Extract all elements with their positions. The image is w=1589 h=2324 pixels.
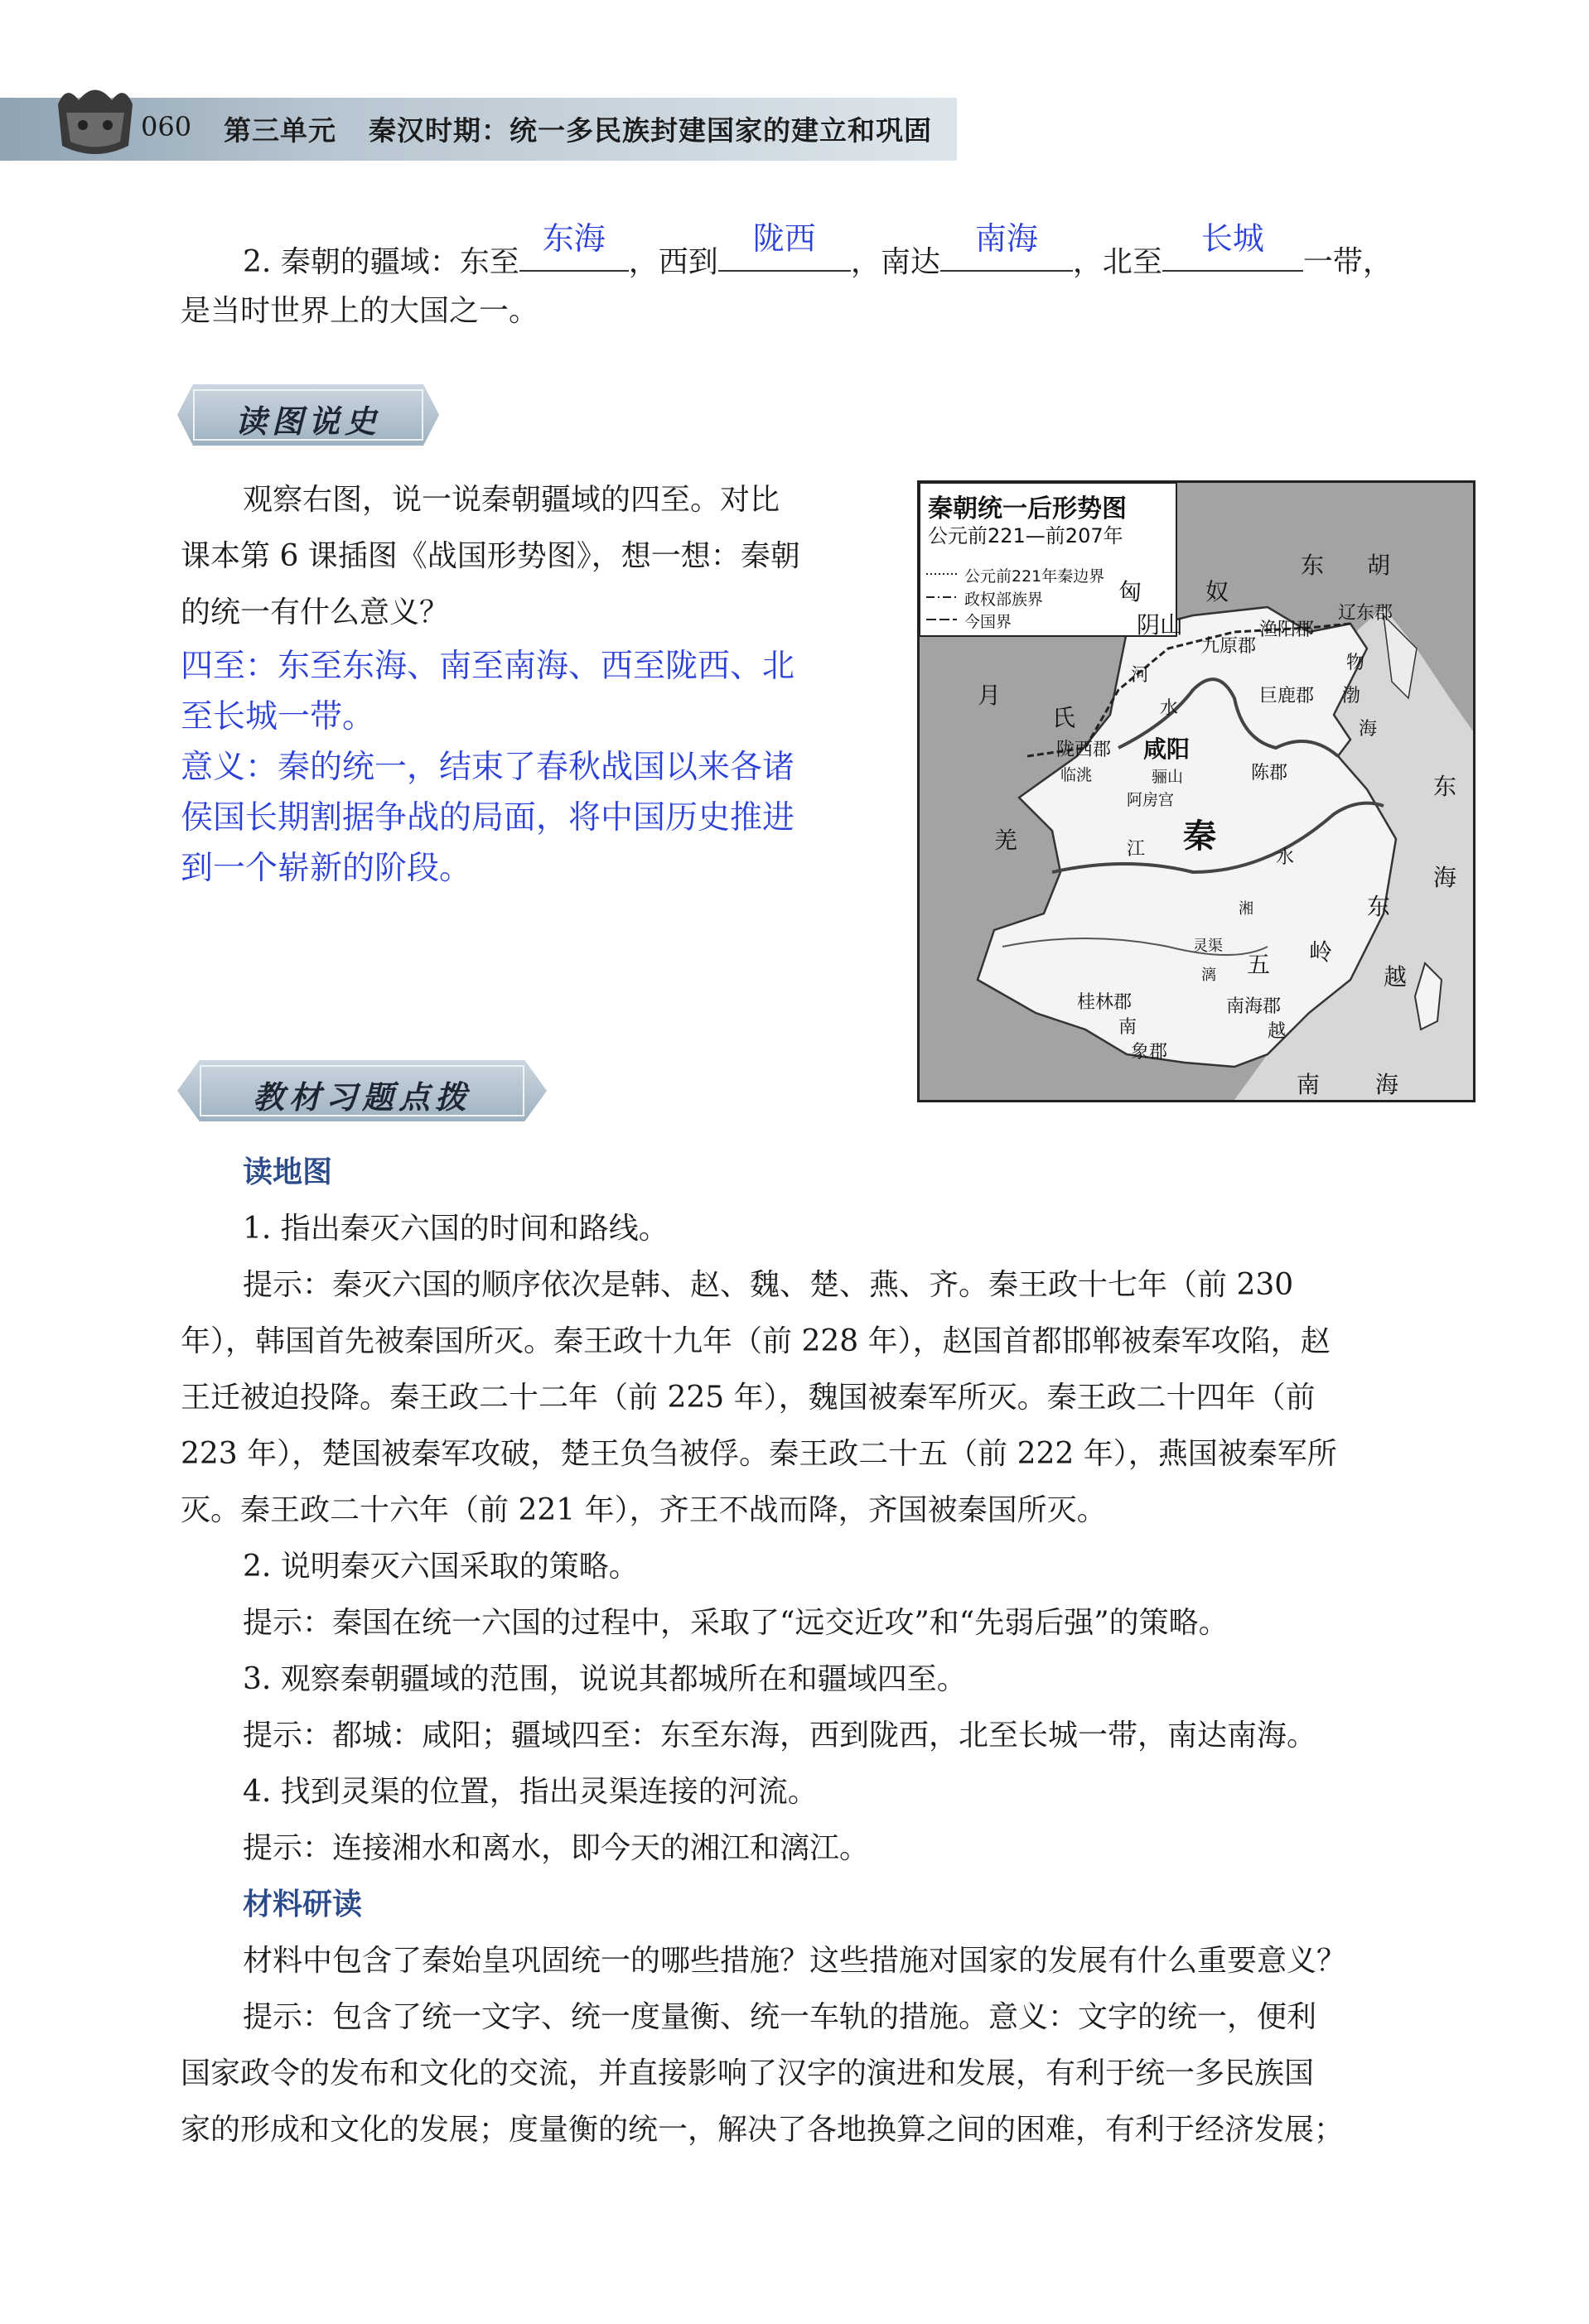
map-label-nanhai-2: 海 [1375,1071,1399,1098]
map-label-yuezhi-2: 氏 [1052,704,1076,731]
map-label-shui-2: 水 [1276,847,1295,868]
exercise-a1-line2: 年），韩国首先被秦国所灭。秦王政十九年（前 228 年），赵国首都邯郸被秦军攻陷，赵 [181,1324,1331,1358]
exercise-a1-line1: 提示：秦灭六国的顺序依次是韩、赵、魏、楚、燕、齐。秦王政十七年（前 230 [243,1268,1294,1302]
east-blank [519,220,629,272]
legend-national-border: 今国界 [964,613,1012,631]
map-label-lishan: 骊山 [1152,768,1184,786]
north-answer: 长城 [1200,220,1264,257]
map-label-liaodong: 辽东郡 [1338,603,1393,624]
west-blank [718,220,851,272]
map-label-guilin: 桂林郡 [1077,992,1133,1013]
q2-mid2: ，南达 [850,245,940,279]
map-label-wuling-2: 岭 [1309,938,1333,966]
map-label-he: 河 [1131,665,1150,686]
map-label-nanyue-1: 南 [1118,1017,1137,1038]
map-label-nanhai-1: 南 [1297,1071,1321,1098]
exercise-a1-line5: 灭。秦王政二十六年（前 221 年），齐王不战而降，齐国被秦国所灭。 [181,1493,1107,1527]
answer-line3: 意义：秦的统一，结束了春秋战国以来各诸 [181,749,795,786]
map-label-xianyang: 咸阳 [1143,735,1191,763]
map-label-bo: 渤 [1342,686,1361,706]
map-label-nanhai-jun: 南海郡 [1226,996,1282,1017]
banner-textbook-exercises [177,1060,547,1121]
map-label-wu: 物 [1346,653,1365,673]
exercises-block [181,1145,1473,2158]
map-label-hai: 海 [1359,719,1378,740]
map-label-donghu-2: 胡 [1367,552,1391,579]
map-label-lingqu: 灵渠 [1193,938,1223,955]
unit-label: 第三单元 [224,114,336,147]
bronze-vessel-icon [50,80,141,162]
exercise-a4: 提示：连接湘水和离水，即今天的湘江和漓江。 [243,1831,870,1865]
exercise-q3: 3. 观察秦朝疆域的范围，说说其都城所在和疆域四至。 [243,1662,967,1696]
prompt-line1: 观察右图，说一说秦朝疆域的四至。对比 [243,483,780,517]
map-label-donghai-1: 东 [1433,773,1457,800]
material-answer-line3: 家的形成和文化的发展；度量衡的统一，解决了各地换算之间的困难，有利于经济发展； [181,2113,1345,2147]
banner-read-map-history-label: 读图说史 [234,403,381,440]
map-label-xiang: 象郡 [1131,1042,1168,1063]
page-number: 060 [141,111,192,142]
exercise-a1-line4: 223 年），楚国被秦军攻破，楚王负刍被俘。秦王政二十五（前 222 年），燕国被秦军所 [181,1437,1337,1471]
west-answer: 陇西 [752,220,816,257]
map-label-yuyang: 渔阳郡 [1259,620,1315,640]
map-label-li-river: 漓 [1201,967,1216,984]
q2-mid3: ，北至 [1072,245,1162,279]
exercise-a1-line3: 王迁被迫投降。秦王政二十二年（前 225 年），魏国被秦军所灭。秦王政二十四年（前 [181,1381,1316,1415]
map-label-epang: 阿房宫 [1127,791,1175,809]
answer-line4: 侯国长期割据争战的局面，将中国历史推进 [181,799,795,837]
answer-line5: 到一个崭新的阶段。 [181,850,472,887]
q2-mid1: ，西到 [628,245,718,279]
question-2-line1 [243,220,1393,287]
section-read-map: 读地图 [243,1155,333,1189]
answer-line2: 至长城一带。 [181,698,375,735]
map-label-yuezhi-1: 月 [978,682,1002,709]
map-label-chen: 陈郡 [1251,763,1288,784]
map-label-donghai-2: 海 [1433,864,1457,891]
prompt-line2: 课本第 6 课插图《战国形势图》，想一想：秦朝 [181,539,800,573]
legend-qin-border: 公元前221年秦边界 [964,567,1105,586]
map-label-yinshan: 阴山 [1137,611,1184,639]
q2-suffix: 一带， [1302,245,1393,279]
map-label-qiang: 羌 [994,827,1018,854]
banner-read-map-history [177,384,439,446]
map-label-dongyue-1: 东 [1367,893,1391,920]
exercise-a2: 提示：秦国在统一六国的过程中，采取了“远交近攻”和“先弱后强”的策略。 [243,1606,1229,1640]
north-blank [1162,220,1303,272]
south-answer: 南海 [974,220,1038,257]
material-answer-line2: 国家政令的发布和文化的交流，并直接影响了汉字的演进和发展，有利于统一多民族国 [181,2056,1315,2090]
map-label-shui: 水 [1160,698,1179,719]
map-label-xiongnu-1: 匈 [1118,578,1142,605]
map-subtitle: 公元前221—前207年 [928,524,1123,547]
map-label-xiongnu-2: 奴 [1205,578,1229,605]
material-question: 材料中包含了秦始皇巩固统一的哪些措施？这些措施对国家的发展有什么重要意义？ [243,1944,1347,1978]
map-title: 秦朝统一后形势图 [928,494,1127,523]
map-label-jiuyuan: 九原郡 [1201,636,1257,657]
unit-title: 秦汉时期：统一多民族封建国家的建立和巩固 [369,114,932,147]
map-label-nanyue-2: 越 [1268,1021,1287,1042]
material-answer-line1: 提示：包含了统一文字、统一度量衡、统一车轨的措施。意义：文字的统一，便利 [243,2000,1317,2034]
q2-prefix: 2. 秦朝的疆域：东至 [243,245,519,279]
south-blank [940,220,1073,272]
qin-dynasty-map [917,480,1476,1102]
exercise-a3: 提示：都城：咸阳；疆域四至：东至东海，西到陇西，北至长城一带，南达南海。 [243,1719,1317,1753]
map-label-wuling-1: 五 [1247,951,1271,978]
map-label-lintao: 临洮 [1060,766,1093,784]
read-map-block [181,472,893,894]
prompt-line3: 的统一有什么意义？ [181,595,450,629]
exercise-q4: 4. 找到灵渠的位置，指出灵渠连接的河流。 [243,1775,818,1809]
east-answer: 东海 [542,220,606,257]
map-label-dongyue-2: 越 [1384,963,1408,991]
map-label-qin: 秦 [1183,817,1216,856]
legend-regime-border: 政权部族界 [964,591,1044,609]
map-label-julu: 巨鹿郡 [1259,686,1315,706]
section-material: 材料研读 [243,1888,363,1921]
exercise-q2: 2. 说明秦灭六国采取的策略。 [243,1550,639,1584]
map-label-longxi: 陇西郡 [1056,740,1112,760]
map-label-xiang-river: 湘 [1239,900,1253,918]
banner-textbook-exercises-label: 教材习题点拨 [252,1078,471,1116]
map-label-donghu-1: 东 [1301,552,1325,579]
map-label-jiang: 江 [1127,839,1146,860]
answer-line1: 四至：东至东海、南至南海、西至陇西、北 [181,648,795,685]
exercise-q1: 1. 指出秦灭六国的时间和路线。 [243,1212,669,1246]
question-2-line2: 是当时世界上的大国之一。 [181,294,539,328]
